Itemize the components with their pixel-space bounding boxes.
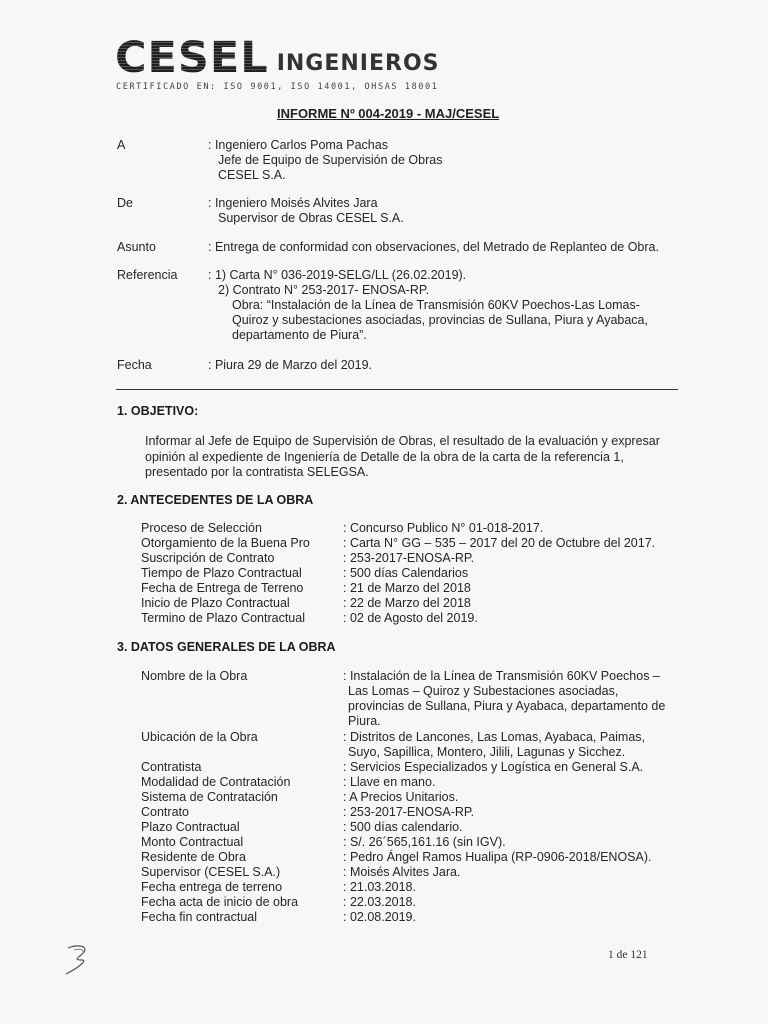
row-label: Contrato [141, 805, 189, 819]
row-label: Fecha acta de inicio de obra [141, 895, 299, 909]
logo-sub-text: INGENIEROS [276, 51, 440, 76]
ubicacion-label: Ubicación de la Obra [141, 730, 258, 744]
row-label: Supervisor (CESEL S.A.) [141, 865, 281, 879]
row-label: Suscripción de Contrato [141, 551, 275, 565]
row-value: : A Precios Unitarios. [343, 790, 459, 804]
row-value: : Moisés Alvites Jara. [343, 865, 461, 879]
date-label: Fecha [117, 358, 152, 372]
row-value: : 02 de Agosto del 2019. [343, 611, 478, 625]
section1-line-1: Informar al Jefe de Equipo de Supervisión de Obras, el resultado de la evaluación y expresar [145, 434, 660, 448]
from-label: De [117, 196, 133, 210]
certification-line: CERTIFICADO EN: ISO 9001, ISO 14001, OHSAS 18001 [116, 82, 439, 92]
row-value: : 500 días Calendarios [343, 566, 469, 580]
row-value: : 21 de Marzo del 2018 [343, 581, 471, 595]
reference-line-5: departamento de Piura”. [232, 328, 367, 342]
row-value: : Carta N° GG – 535 – 2017 del 20 de Octubre del 2017. [343, 536, 656, 550]
row-label: Otorgamiento de la Buena Pro [141, 536, 310, 550]
row-label: Monto Contractual [141, 835, 244, 849]
row-label: Inicio de Plazo Contractual [141, 596, 290, 610]
reference-label: Referencia [117, 268, 178, 282]
to-label: A [117, 138, 126, 152]
row-label: Proceso de Selección [141, 521, 262, 535]
row-value: : Concurso Publico N° 01-018-2017. [343, 521, 544, 535]
row-label: Termino de Plazo Contractual [141, 611, 305, 625]
subject-text: : Entrega de conformidad con observaciones, del Metrado de Replanteo de Obra. [208, 240, 659, 254]
reference-line-4: Quiroz y subestaciones asociadas, provincias de Sullana, Piura y Ayabaca, [232, 313, 648, 327]
to-line-2: Jefe de Equipo de Supervisión de Obras [218, 153, 443, 167]
row-value: : 253-2017-ENOSA-RP. [343, 551, 475, 565]
row-label: Contratista [141, 760, 202, 774]
page-number: 1 de 121 [608, 949, 648, 961]
reference-line-2: 2) Contrato N° 253-2017- ENOSA-RP. [218, 283, 430, 297]
row-value: : 253-2017-ENOSA-RP. [343, 805, 475, 819]
row-value: : 21.03.2018. [343, 880, 416, 894]
row-value: : 02.08.2019. [343, 910, 416, 924]
row-label: Sistema de Contratación [141, 790, 278, 804]
handwritten-mark [60, 938, 100, 978]
row-value: : 500 días calendario. [343, 820, 463, 834]
row-label: Modalidad de Contratación [141, 775, 291, 789]
company-logo [115, 33, 440, 83]
row-value: : Servicios Especializados y Logística en General S.A. [343, 760, 644, 774]
logo-main-text: CESEL [115, 33, 269, 83]
reference-line-1: : 1) Carta N° 036-2019-SELG/LL (26.02.2019). [208, 268, 467, 282]
section2-heading: 2. ANTECEDENTES DE LA OBRA [117, 493, 314, 507]
obra-label: Nombre de la Obra [141, 669, 248, 683]
to-line-3: CESEL S.A. [218, 168, 286, 182]
row-value: : 22 de Marzo del 2018 [343, 596, 471, 610]
section1-heading: 1. OBJETIVO: [117, 404, 199, 418]
row-value: : S/. 26´565,161.16 (sin IGV). [343, 835, 506, 849]
row-value: : Llave en mano. [343, 775, 436, 789]
reference-line-3: Obra: “Instalación de la Línea de Transmisión 60KV Poechos-Las Lomas- [232, 298, 640, 312]
obra-line-3: provincias de Sullana, Piura y Ayabaca, departamento de [348, 699, 666, 713]
from-line-2: Supervisor de Obras CESEL S.A. [218, 211, 404, 225]
row-label: Fecha fin contractual [141, 910, 258, 924]
row-label: Fecha entrega de terreno [141, 880, 283, 894]
section3-heading: 3. DATOS GENERALES DE LA OBRA [117, 640, 336, 654]
section1-line-2: opinión al expediente de Ingeniería de Detalle de la obra de la carta de la referencia 1, [145, 450, 624, 464]
obra-line-1: : Instalación de la Línea de Transmisión 60KV Poechos – [343, 669, 660, 683]
ubicacion-line-1: : Distritos de Lancones, Las Lomas, Ayabaca, Paimas, [343, 730, 646, 744]
subject-label: Asunto [117, 240, 156, 254]
header-divider [116, 389, 678, 390]
to-line-1: : Ingeniero Carlos Poma Pachas [208, 138, 388, 152]
row-value: : Pedro Ángel Ramos Hualipa (RP-0906-2018/ENOSA). [343, 850, 652, 864]
row-value: : 22.03.2018. [343, 895, 416, 909]
report-title: INFORME Nº 004-2019 - MAJ/CESEL [277, 106, 500, 121]
ubicacion-line-2: Suyo, Sapillica, Montero, Jilili, Lagunas y Sicchez. [348, 745, 626, 759]
from-line-1: : Ingeniero Moisés Alvites Jara [208, 196, 378, 210]
obra-line-4: Piura. [348, 714, 381, 728]
section1-line-3: presentado por la contratista SELEGSA. [145, 465, 369, 479]
date-text: : Piura 29 de Marzo del 2019. [208, 358, 372, 372]
row-label: Tiempo de Plazo Contractual [141, 566, 302, 580]
row-label: Fecha de Entrega de Terreno [141, 581, 304, 595]
obra-line-2: Las Lomas – Quiroz y Subestaciones asociadas, [348, 684, 619, 698]
row-label: Plazo Contractual [141, 820, 240, 834]
row-label: Residente de Obra [141, 850, 246, 864]
